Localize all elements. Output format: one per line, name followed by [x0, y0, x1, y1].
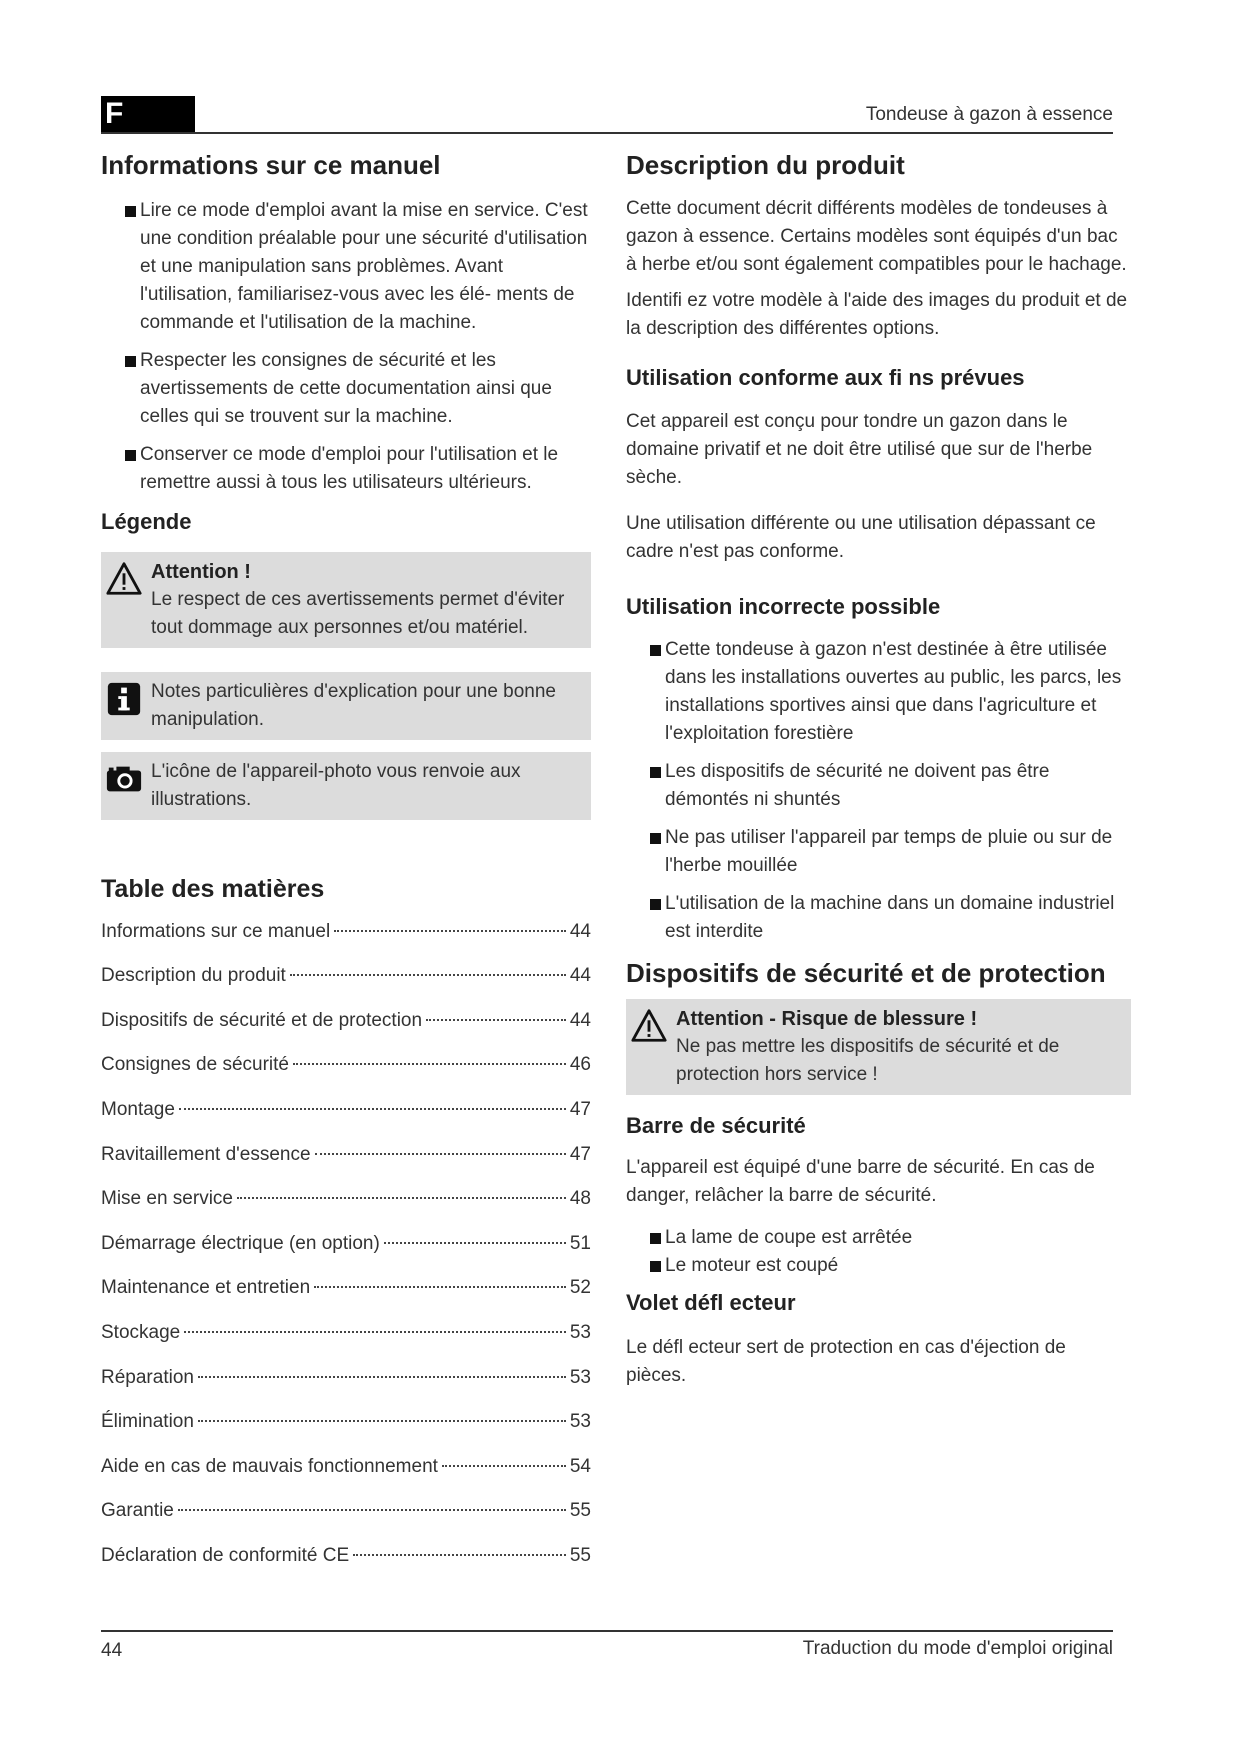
list-item: La lame de coupe est arrêtée [626, 1224, 1131, 1252]
toc-entry [101, 962, 591, 1007]
toc-entry [101, 1364, 591, 1409]
info-notice [101, 672, 591, 740]
deflector-heading: Volet défl ecteur [626, 1289, 796, 1315]
toc-entry-title: Aide en cas de mauvais fonctionnement [101, 1455, 438, 1477]
toc-heading: Table des matières [101, 874, 325, 903]
toc-entry-page: 44 [569, 965, 591, 987]
toc-entry-page: 53 [569, 1366, 591, 1388]
toc-entry [101, 918, 591, 963]
language-tab: F [101, 96, 195, 132]
toc-leader-dots [293, 1063, 566, 1065]
manual-info-heading: Informations sur ce manuel [101, 150, 441, 180]
page-footer [101, 1630, 1113, 1662]
safety-bar-heading: Barre de sécurité [626, 1113, 806, 1139]
toc-entry-page: 55 [569, 1544, 591, 1566]
safety-bar-text: L'appareil est équipé d'une barre de sécurité. En cas de danger, relâcher la barre de sécurité. [626, 1156, 1095, 1206]
info-body: Notes particulières d'explication pour une bonne manipulation. [151, 680, 556, 730]
toc-entry-page: 53 [569, 1411, 591, 1433]
toc-entry-title: Stockage [101, 1321, 181, 1343]
info-icon [105, 680, 143, 718]
document-title: Tondeuse à gazon à essence [865, 104, 1113, 125]
toc-entry-page: 47 [569, 1143, 591, 1165]
toc-leader-dots [442, 1465, 566, 1467]
toc-entry-page: 52 [569, 1277, 591, 1299]
camera-body: L'icône de l'appareil-photo vous renvoie aux illustrations. [151, 760, 521, 810]
injury-warning-notice [626, 999, 1131, 1095]
toc-entry-page: 53 [569, 1321, 591, 1343]
toc-entry-page: 48 [569, 1188, 591, 1210]
toc-entry-title: Réparation [101, 1366, 194, 1388]
toc-leader-dots [178, 1509, 566, 1511]
right-column [626, 150, 1131, 1390]
toc-entry-title: Montage [101, 1098, 175, 1120]
page-header [101, 96, 1113, 134]
toc-entry [101, 1274, 591, 1319]
camera-icon [105, 760, 143, 798]
toc-leader-dots [198, 1420, 566, 1422]
list-item: Respecter les consignes de sécurité et les avertissements de cette documentation ainsi que celles qui se trouvent sur la machine. [101, 347, 591, 431]
legend [101, 552, 591, 820]
toc-entry-title: Garantie [101, 1500, 174, 1522]
toc-entry-title: Ravitaillement d'essence [101, 1143, 311, 1165]
toc-leader-dots [334, 930, 566, 932]
toc-leader-dots [315, 1153, 566, 1155]
toc-entry-page: 55 [569, 1500, 591, 1522]
list-item: Lire ce mode d'emploi avant la mise en service. C'est une condition préalable pour une sécurité d'utilisation et une manipulation sans problèmes. Avant l'utilisation, familiarisez-vous avec les élé- ments de commande et l'utilisation de la machine. [101, 197, 591, 337]
toc-entry [101, 1096, 591, 1141]
toc-entry [101, 1141, 591, 1186]
toc-leader-dots [384, 1242, 566, 1244]
injury-warning-title: Attention - Risque de blessure ! [676, 1008, 978, 1031]
legend-heading: Légende [101, 509, 192, 535]
toc-leader-dots [237, 1197, 566, 1199]
list-item: Ne pas utiliser l'appareil par temps de pluie ou sur de l'herbe mouillée [626, 824, 1131, 880]
toc-entry-page: 44 [569, 1009, 591, 1031]
toc-entry [101, 1497, 591, 1542]
non-conforming-use-text: Une utilisation différente ou une utilisation dépassant ce cadre n'est pas conforme. [626, 512, 1096, 562]
toc-entry-title: Déclaration de conformité CE [101, 1544, 350, 1566]
toc-entry-page: 46 [569, 1054, 591, 1076]
list-item: Le moteur est coupé [626, 1252, 1131, 1280]
product-description-heading: Description du produit [626, 150, 905, 180]
toc-entry [101, 1542, 591, 1587]
camera-notice [101, 752, 591, 820]
toc-entry-title: Élimination [101, 1411, 194, 1433]
toc-entry [101, 1453, 591, 1498]
incorrect-use-heading: Utilisation incorrecte possible [626, 593, 941, 619]
toc-entry [101, 1230, 591, 1275]
footer-caption: Traduction du mode d'emploi original [802, 1638, 1113, 1659]
manual-info-list [101, 197, 591, 497]
incorrect-use-list [626, 636, 1131, 946]
toc-leader-dots [184, 1331, 566, 1333]
toc-entry-title: Informations sur ce manuel [101, 920, 331, 942]
safety-devices-heading: Dispositifs de sécurité et de protection [626, 957, 1106, 988]
safety-bar-list [626, 1224, 1131, 1280]
deflector-text: Le défl ecteur sert de protection en cas d'éjection de pièces. [626, 1336, 1066, 1386]
toc-entry-page: 44 [569, 920, 591, 942]
list-item: L'utilisation de la machine dans un domaine industriel est interdite [626, 890, 1131, 946]
toc-entry-title: Démarrage électrique (en option) [101, 1232, 380, 1254]
product-identify-text: Identifi ez votre modèle à l'aide des images du produit et de la description des différentes options. [626, 290, 1128, 340]
toc-leader-dots [314, 1286, 566, 1288]
toc-entry-page: 47 [569, 1098, 591, 1120]
intended-use-heading: Utilisation conforme aux fi ns prévues [626, 365, 1025, 391]
toc-entry-title: Mise en service [101, 1188, 233, 1210]
toc-entry [101, 1319, 591, 1364]
page-number: 44 [101, 1640, 123, 1661]
toc-entry [101, 1408, 591, 1453]
toc-leader-dots [426, 1019, 566, 1021]
toc-leader-dots [198, 1376, 566, 1378]
left-column [101, 150, 591, 1586]
warning-icon [105, 560, 143, 598]
intended-use-text: Cet appareil est conçu pour tondre un gazon dans le domaine privatif et ne doit être utilisé que sur de l'herbe sèche. [626, 410, 1093, 488]
toc-entry-page: 51 [569, 1232, 591, 1254]
toc-leader-dots [290, 974, 566, 976]
attention-notice [101, 552, 591, 648]
toc-leader-dots [353, 1554, 566, 1556]
toc-entry-title: Maintenance et entretien [101, 1277, 311, 1299]
toc-entry [101, 1051, 591, 1096]
toc-entry-title: Description du produit [101, 965, 286, 987]
toc-entry-title: Consignes de sécurité [101, 1054, 289, 1076]
list-item: Les dispositifs de sécurité ne doivent pas être démontés ni shuntés [626, 758, 1131, 814]
injury-warning-body: Ne pas mettre les dispositifs de sécurité et de protection hors service ! [676, 1036, 1060, 1086]
product-description-text: Cette document décrit différents modèles de tondeuses à gazon à essence. Certains modèles sont équipés d'un bac à herbe et/ou sont également compatibles pour le hachage. [626, 198, 1127, 276]
toc-leader-dots [179, 1108, 566, 1110]
warning-icon [630, 1007, 668, 1045]
attention-title: Attention ! [151, 560, 251, 583]
list-item: Conserver ce mode d'emploi pour l'utilisation et le remettre aussi à tous les utilisateurs ultérieurs. [101, 441, 591, 497]
toc-entry [101, 1007, 591, 1052]
toc-entry-page: 54 [569, 1455, 591, 1477]
attention-body: Le respect de ces avertissements permet d'éviter tout dommage aux personnes et/ou matériel. [151, 588, 565, 638]
list-item: Cette tondeuse à gazon n'est destinée à être utilisée dans les installations ouvertes au public, les parcs, les installations sportives ainsi que dans l'agriculture et l'exploitation forestière [626, 636, 1131, 748]
toc-entry-title: Dispositifs de sécurité et de protection [101, 1009, 423, 1031]
toc-entry [101, 1185, 591, 1230]
table-of-contents [101, 918, 591, 1587]
